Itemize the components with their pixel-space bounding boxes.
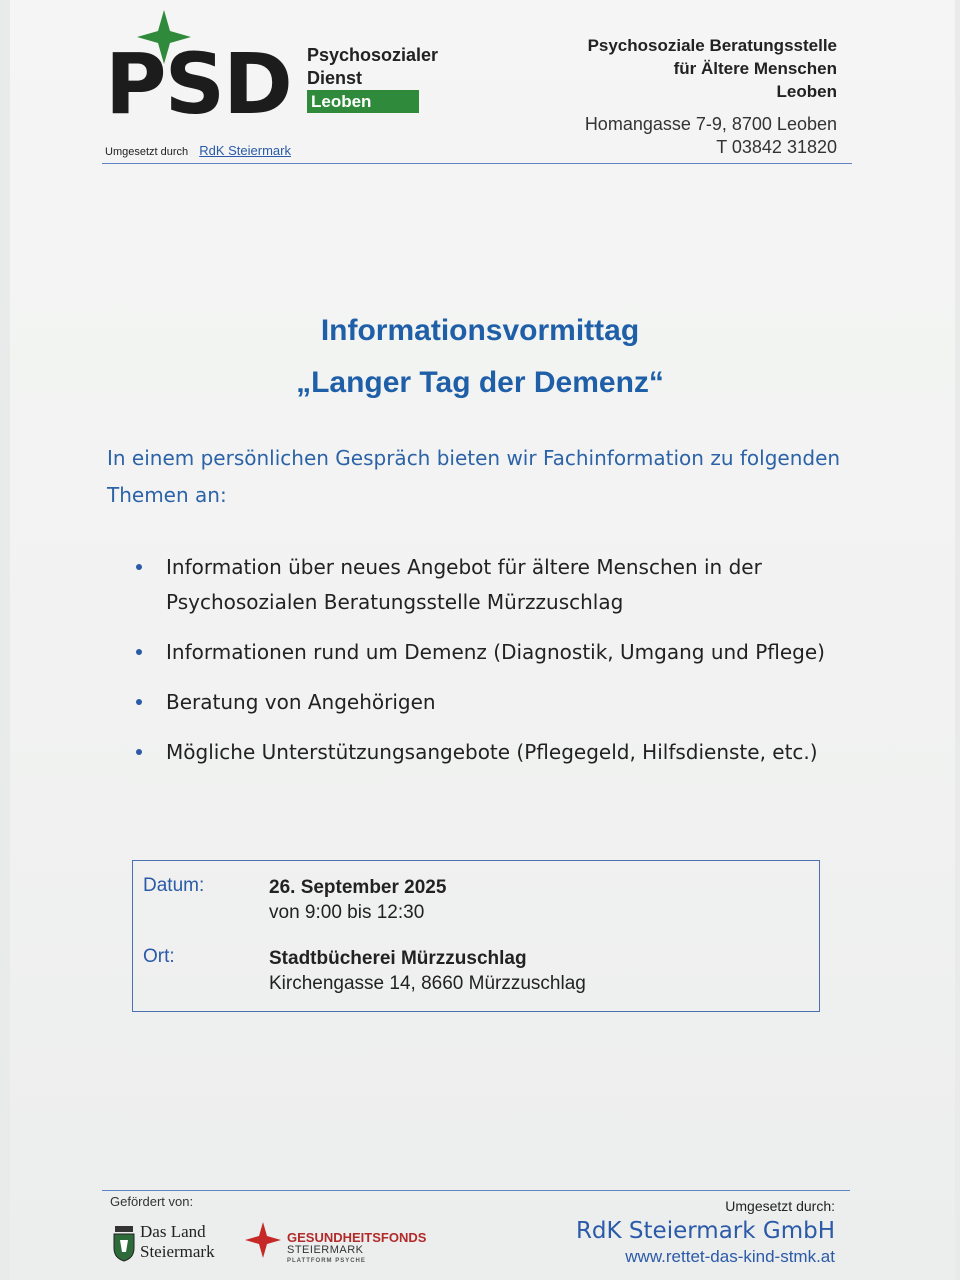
gesundheitsfonds-logo	[245, 1220, 435, 1268]
intro-text: In einem persönlichen Gespräch bieten wir Fachinformation zu folgenden Themen an:	[107, 446, 841, 507]
land-steiermark-logo	[112, 1222, 227, 1266]
page-title	[10, 305, 950, 409]
org-address: Homangasse 7-9, 8700 Leoben	[584, 114, 837, 134]
event-place: Stadtbücherei Mürzzuschlag	[269, 948, 527, 969]
psd-logo-line3: Leoben	[307, 90, 419, 113]
place-label: Ort:	[143, 946, 175, 967]
land-line2: Steiermark	[140, 1242, 215, 1261]
bullet-icon	[136, 649, 142, 655]
implemented-by-label: Umgesetzt durch	[105, 146, 189, 158]
list-item	[136, 635, 876, 670]
org-line1: Psychosoziale Beratungsstelle	[587, 36, 837, 55]
org-line2: für Ältere Menschen	[673, 59, 837, 78]
list-item-text: Mögliche Unterstützungsangebote (Pflegegeld, Hilfsdienste, etc.)	[166, 740, 818, 764]
list-item	[136, 685, 876, 720]
org-line3: Leoben	[776, 82, 837, 101]
header-contact	[585, 34, 837, 159]
header-divider	[102, 163, 852, 164]
event-address: Kirchengasse 14, 8660 Mürzzuschlag	[269, 973, 586, 994]
company-name: RdK Steiermark GmbH	[575, 1218, 835, 1244]
bullet-icon	[136, 699, 142, 705]
fonds-sub2: PLATTFORM PSYCHE	[287, 1258, 366, 1264]
implemented-label: Umgesetzt durch:	[725, 1198, 835, 1214]
psd-logo-line2: Dienst	[307, 68, 363, 88]
land-line1: Das Land	[140, 1222, 206, 1241]
topic-list	[136, 550, 876, 785]
implemented-by-footer	[576, 1198, 835, 1267]
star-icon	[245, 1222, 281, 1258]
implemented-by-org: RdK Steiermark	[199, 143, 291, 158]
date-label: Datum:	[143, 875, 205, 896]
land-logo-text	[140, 1222, 215, 1262]
coat-of-arms-icon	[112, 1226, 136, 1262]
place-value	[269, 946, 809, 996]
flyer-page	[10, 0, 955, 1280]
fonds-title: GESUNDHEITSFONDS	[287, 1230, 427, 1245]
fonds-sub: STEIERMARK	[287, 1244, 364, 1256]
list-item-text: Beratung von Angehörigen	[166, 690, 436, 714]
psd-logo-letters: PSD	[105, 35, 291, 133]
list-item-text: Informationen rund um Demenz (Diagnostik, Umgang und Pflege)	[166, 640, 825, 664]
footer-divider	[102, 1190, 850, 1191]
title-line1: Informationsvormittag	[320, 314, 640, 347]
list-item-text: Information über neues Angebot für ältere Menschen in der Psychosozialen Beratungsstelle Mürzzuschlag	[166, 555, 762, 614]
event-info-box	[132, 860, 820, 1012]
event-time: von 9:00 bis 12:30	[269, 902, 425, 923]
funded-by-label: Gefördert von:	[110, 1194, 194, 1209]
date-value	[269, 875, 809, 925]
psd-logo	[105, 10, 439, 133]
event-date: 26. September 2025	[269, 877, 447, 898]
bullet-icon	[136, 749, 142, 755]
org-phone: T 03842 31820	[716, 137, 837, 157]
list-item	[136, 735, 876, 770]
psd-logo-line1: Psychosozialer	[307, 45, 439, 65]
company-url: www.rettet-das-kind-stmk.at	[625, 1247, 835, 1266]
bullet-icon	[136, 564, 142, 570]
implemented-by-top	[105, 143, 291, 158]
title-line2: „Langer Tag der Demenz“	[296, 366, 664, 399]
list-item	[136, 550, 876, 620]
psd-logo-text	[307, 44, 438, 113]
